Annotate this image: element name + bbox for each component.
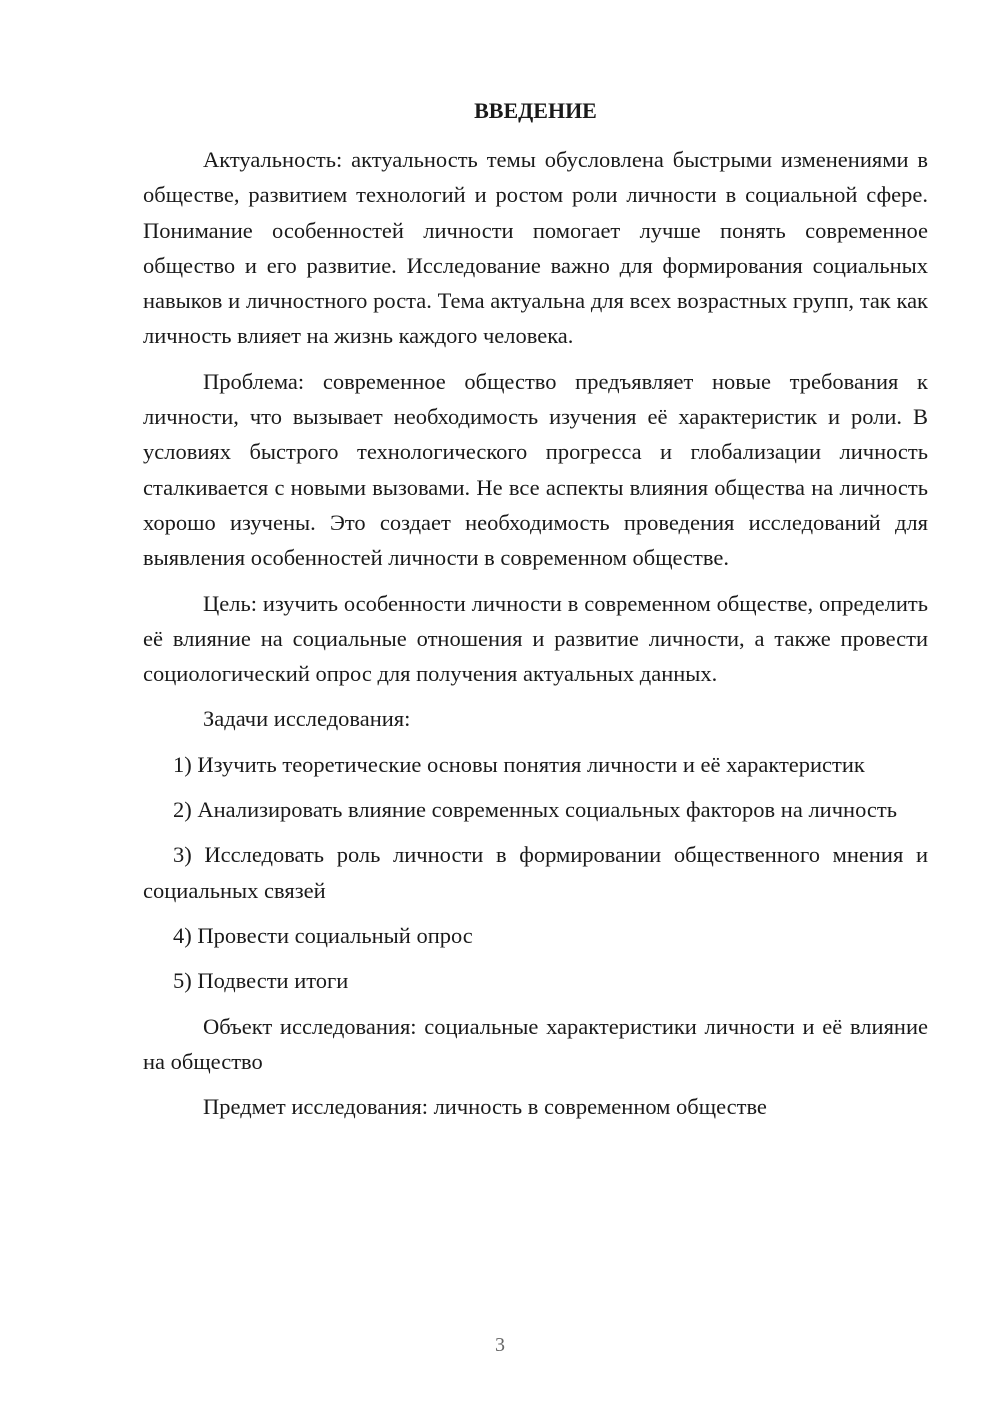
page-title: ВВЕДЕНИЕ <box>474 98 597 123</box>
goal-paragraph: Цель: изучить особенности личности в современном обществе, определить её влияние на социальные отношения и развитие личности, а также провести социологический опрос для получения актуальных данных. <box>143 590 928 687</box>
task-item: 5) Подвести итоги <box>173 968 349 994</box>
object-paragraph: Объект исследования: социальные характеристики личности и её влияние на общество <box>143 1013 928 1074</box>
task-item: 1) Изучить теоретические основы понятия личности и её характеристик <box>173 751 865 777</box>
task-item: 4) Провести социальный опрос <box>173 922 473 948</box>
document-body <box>143 142 928 1134</box>
task-item: 3) Исследовать роль личности в формировании общественного мнения и социальных связей <box>143 842 928 903</box>
tasks-heading: Задачи исследования: <box>203 706 411 732</box>
relevance-paragraph: Актуальность: актуальность темы обусловлена быстрыми изменениями в обществе, развитием технологий и ростом роли личности в социальной сфере. Понимание особенностей личности помогает лучше понять современное общество и его развитие. Исследование важно для формирования социальных навыков и личностного роста. Тема актуальна для всех возрастных групп, так как личность влияет на жизнь каждого человека. <box>143 147 928 349</box>
page-number: 3 <box>495 1334 505 1356</box>
task-item: 2) Анализировать влияние современных социальных факторов на личность <box>173 797 897 823</box>
problem-paragraph: Проблема: современное общество предъявляет новые требования к личности, что вызывает необходимость изучения её характеристик и роли. В условиях быстрого технологического прогресса и глобализации личность сталкивается с новыми вызовами. Не все аспекты влияния общества на личность хорошо изучены. Это создает необходимость проведения исследований для выявления особенностей личности в современном обществе. <box>143 368 928 571</box>
subject-paragraph: Предмет исследования: личность в современном обществе <box>203 1094 767 1120</box>
